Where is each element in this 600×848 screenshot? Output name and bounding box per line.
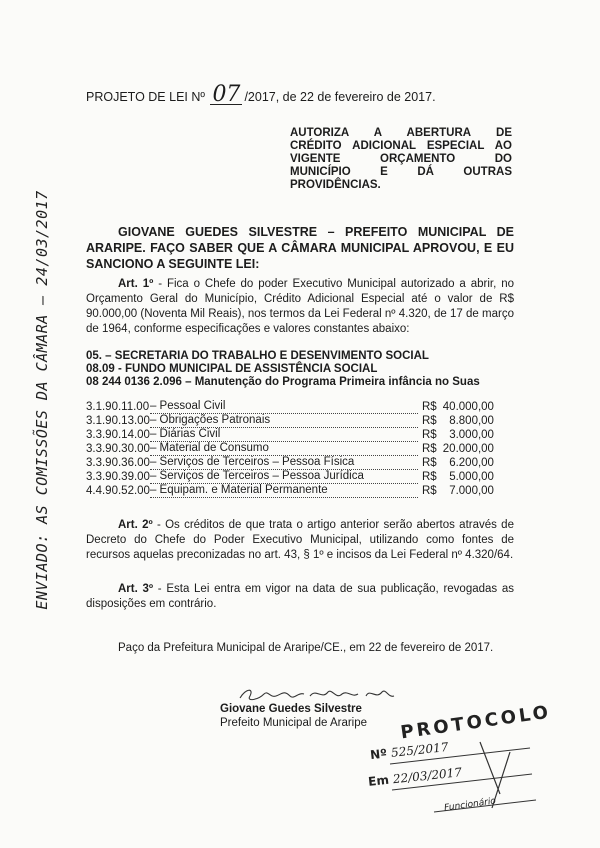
rubrica-value: 3.000,00 (449, 428, 494, 441)
project-date: /2017, de 22 de fevereiro de 2017. (244, 90, 436, 104)
rubrica-value: 6.200,00 (449, 456, 494, 469)
paco-date: Paço da Prefeitura Municipal de Araripe/CE., em 22 de fevereiro de 2017. (118, 642, 494, 654)
rubrica-value: 7.000,00 (449, 484, 494, 497)
rubricas-table (86, 400, 494, 498)
rubrica-currency: R$ (421, 484, 437, 497)
project-title (86, 82, 436, 107)
rubrica-code: 3.3.90.14.00 (86, 428, 150, 441)
article-2-label: Art. 2º (118, 519, 153, 531)
rubrica-value: 20.000,00 (442, 442, 494, 455)
project-prefix: PROJETO DE LEI Nº (86, 90, 205, 104)
rubrica-description: – Serviços de Terceiros – Pessoa Jurídica (150, 470, 418, 484)
signatory-title: Prefeito Municipal de Araripe (220, 717, 368, 729)
rubrica-code: 3.3.90.30.00 (86, 442, 150, 455)
rubrica-description: – Obrigações Patronais (150, 414, 418, 428)
protocol-employee: Funcionário (443, 796, 497, 814)
ementa-line: CRÉDITO ADICIONAL ESPECIAL AO (290, 140, 512, 152)
rubrica-row (86, 456, 494, 470)
rubrica-description: – Equipam. e Material Permanente (150, 484, 418, 498)
article-3-label: Art. 3º (118, 583, 154, 595)
side-annotation-text: ENVIADO: AS COMISSÕES DA CÂMARA – 24/03/2017 (33, 190, 51, 610)
rubrica-code: 3.3.90.36.00 (86, 456, 150, 469)
ementa-line: VIGENTE ORÇAMENTO DO (290, 153, 512, 165)
rubrica-currency: R$ (421, 442, 437, 455)
rubrica-currency: R$ (421, 470, 437, 483)
rubrica-row (86, 428, 494, 442)
protocol-stamp (360, 701, 560, 822)
rubrica-code: 4.4.90.52.00 (86, 484, 150, 497)
rubrica-description: – Material de Consumo (150, 442, 418, 456)
rubrica-value: 5.000,00 (449, 470, 494, 483)
rubrica-value: 40.000,00 (442, 400, 494, 413)
ementa-line: AUTORIZA A ABERTURA DE (290, 127, 512, 139)
rubrica-description: – Serviços de Terceiros – Pessoa Física (150, 456, 418, 470)
fundo-heading: 08.09 - FUNDO MUNICIPAL DE ASSISTÊNCIA SOCIAL (86, 363, 378, 375)
rubrica-currency: R$ (421, 428, 437, 441)
rubrica-row (86, 484, 494, 498)
ementa (290, 127, 512, 192)
signatory-name: Giovane Guedes Silvestre (220, 703, 362, 715)
project-number-handwritten: 07 (212, 82, 241, 107)
article-1-label: Art. 1º (118, 278, 154, 290)
article-1 (86, 277, 514, 337)
rubrica-row (86, 400, 494, 414)
preambulo: GIOVANE GUEDES SILVESTRE – PREFEITO MUNICIPAL DE ARARIPE. FAÇO SABER QUE A CÂMARA MUNICIPAL APROVOU, E EU SANCIONO A SEGUINTE LEI: (86, 225, 514, 271)
protocol-date: Em 22/03/2017 (367, 765, 463, 789)
protocol-title: PROTOCOLO (399, 701, 553, 744)
article-1-text: - Fica o Chefe do poder Executivo Municipal autorizado a abrir, no Orçamento Geral do Município, Crédito Adicional Especial até o valor de R$ 90.000,00 (Noventa Mil Reais), nos termos da Lei Federal nº 4.320, de 17 de março de 1964, conforme especificações e valores constantes abaixo: (86, 278, 514, 335)
article-3 (86, 582, 514, 612)
programa-heading: 08 244 0136 2.096 – Manutenção do Programa Primeira infância no Suas (86, 376, 480, 388)
article-3-text: - Esta Lei entra em vigor na data de sua publicação, revogadas as disposições em contrário. (86, 583, 514, 610)
article-2 (86, 518, 514, 563)
ementa-line: PROVIDÊNCIAS. (290, 179, 381, 191)
rubrica-code: 3.3.90.39.00 (86, 470, 150, 483)
rubrica-value: 8.800,00 (449, 414, 494, 427)
side-annotation (12, 160, 72, 640)
rubrica-row (86, 442, 494, 456)
article-2-text: - Os créditos de que trata o artigo anterior serão abertos através de Decreto do Chefe do Poder Executivo Municipal, utilizando como fontes de recursos aquelas preconizadas no art. 43, § 1º e incisos da Lei Federal nº 4.320/64. (86, 519, 514, 561)
rubrica-currency: R$ (421, 414, 437, 427)
rubrica-currency: R$ (421, 400, 437, 413)
rubrica-code: 3.1.90.11.00 (86, 400, 150, 413)
rubrica-row (86, 414, 494, 428)
rubrica-currency: R$ (421, 456, 437, 469)
rubrica-row (86, 470, 494, 484)
protocol-number: Nº 525/2017 (369, 739, 450, 763)
rubrica-description: – Diárias Civil (150, 428, 418, 442)
rubrica-code: 3.1.90.13.00 (86, 414, 150, 427)
ementa-line: MUNICÍPIO E DÁ OUTRAS (290, 166, 512, 178)
secretaria-heading: 05. – SECRETARIA DO TRABALHO E DESENVIMENTO SOCIAL (86, 350, 429, 362)
rubrica-description: – Pessoal Civil (150, 400, 418, 414)
